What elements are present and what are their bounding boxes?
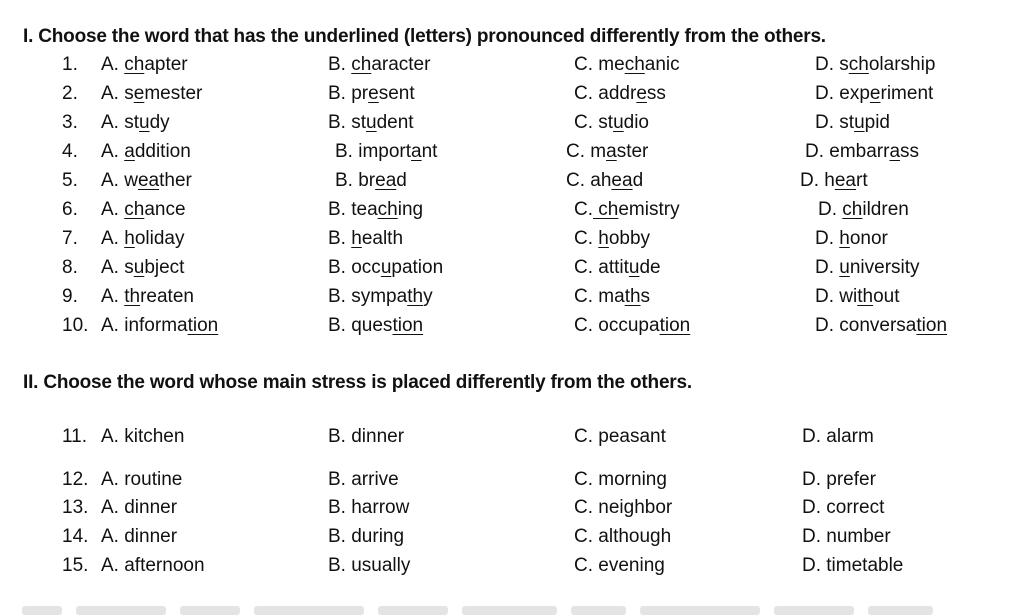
- question-row: [0, 526, 1024, 555]
- option-letter: B.: [328, 83, 352, 104]
- word-end: sent: [378, 83, 415, 104]
- underlined-letters: e: [869, 83, 881, 104]
- word-end: bject: [144, 257, 185, 278]
- option-letter: D.: [815, 54, 840, 75]
- option-d: [815, 112, 890, 134]
- underlined-letters: a: [889, 141, 901, 162]
- word-start: s: [124, 83, 134, 104]
- word-end: rt: [856, 170, 868, 191]
- option-d: D. correct: [802, 497, 885, 518]
- underlined-letters: ea: [834, 170, 856, 191]
- option-letter: D.: [815, 286, 840, 307]
- question-number: 12.: [62, 469, 89, 490]
- option-a: [101, 228, 184, 250]
- option-d: D. alarm: [802, 426, 874, 447]
- word-start: br: [358, 170, 376, 191]
- option-c: [574, 315, 690, 337]
- question-number: 9.: [62, 286, 78, 307]
- option-letter: C.: [574, 286, 599, 307]
- option-b: [328, 54, 430, 76]
- option-letter: B.: [328, 54, 352, 75]
- underlined-letters: ch: [848, 54, 869, 75]
- option-a: [101, 199, 186, 221]
- option-letter: C.: [574, 257, 599, 278]
- word-start: st: [839, 112, 855, 133]
- word-start: st: [124, 112, 140, 133]
- word-end: olarship: [868, 54, 936, 75]
- option-c: [574, 257, 661, 279]
- option-c: [574, 228, 650, 250]
- option-letter: C.: [574, 112, 599, 133]
- question-number: 13.: [62, 497, 89, 518]
- word-start: import: [358, 141, 412, 162]
- word-end: out: [873, 286, 900, 307]
- word-start: informa: [124, 315, 188, 336]
- word-end: emistry: [618, 199, 680, 220]
- underlined-letters: e: [133, 83, 145, 104]
- option-letter: B.: [328, 199, 352, 220]
- word-end: nt: [421, 141, 438, 162]
- word-start: ques: [351, 315, 393, 336]
- option-a: [101, 83, 202, 105]
- question-row: [0, 170, 1024, 199]
- word-start: h: [824, 170, 835, 191]
- underlined-letters: a: [606, 141, 617, 162]
- option-b: [328, 286, 433, 308]
- option-d: [815, 228, 888, 250]
- option-letter: D.: [815, 112, 840, 133]
- option-letter: A.: [101, 228, 125, 249]
- option-d: D. number: [802, 526, 891, 547]
- option-letter: D.: [818, 199, 843, 220]
- underlined-letters: ch: [842, 199, 863, 220]
- underlined-letters: u: [366, 112, 377, 133]
- question-row: [0, 83, 1024, 112]
- option-c: [574, 112, 649, 134]
- option-b: [328, 199, 423, 221]
- question-number: 14.: [62, 526, 89, 547]
- underlined-letters: u: [854, 112, 865, 133]
- word-start: sympa: [351, 286, 408, 307]
- option-letter: D.: [815, 228, 840, 249]
- option-letter: B.: [328, 257, 352, 278]
- word-start: embarr: [829, 141, 890, 162]
- underlined-letters: h: [351, 228, 362, 249]
- word-start: w: [124, 170, 138, 191]
- option-a: A. afternoon: [101, 555, 205, 576]
- option-letter: A.: [101, 83, 125, 104]
- word-end: de: [639, 257, 661, 278]
- word-end: d: [632, 170, 644, 191]
- word-end: dent: [376, 112, 414, 133]
- word-end: aracter: [371, 54, 431, 75]
- question-number: 2.: [62, 83, 78, 104]
- word-start: tea: [351, 199, 378, 220]
- question-row: [0, 315, 1024, 344]
- option-a: [101, 286, 194, 308]
- option-b: B. harrow: [328, 497, 410, 518]
- underlined-letters: ea: [137, 170, 160, 191]
- question-number: 3.: [62, 112, 78, 133]
- option-a: [101, 170, 192, 192]
- option-letter: D.: [800, 170, 825, 191]
- word-end: pid: [864, 112, 890, 133]
- underlined-letters: th: [407, 286, 424, 307]
- word-end: ddition: [134, 141, 191, 162]
- underlined-letters: e: [368, 83, 379, 104]
- underlined-letters: ch: [351, 54, 372, 75]
- word-end: obby: [608, 228, 651, 249]
- word-end: anic: [644, 54, 680, 75]
- word-end: apter: [144, 54, 188, 75]
- underlined-letters: ea: [375, 170, 397, 191]
- option-b: B. dinner: [328, 426, 405, 447]
- question-number: 8.: [62, 257, 78, 278]
- word-end: ing: [397, 199, 424, 220]
- option-b: [328, 315, 423, 337]
- underlined-letters: th: [624, 286, 641, 307]
- option-letter: A.: [101, 257, 125, 278]
- word-start: s: [839, 54, 849, 75]
- word-end: ildren: [862, 199, 909, 220]
- option-letter: C.: [574, 54, 599, 75]
- option-letter: B.: [335, 141, 359, 162]
- word-start: m: [590, 141, 607, 162]
- option-c: [574, 199, 680, 221]
- underlined-letters: th: [124, 286, 141, 307]
- option-b: [328, 257, 443, 279]
- option-letter: C.: [566, 170, 591, 191]
- option-c: [574, 286, 650, 308]
- option-b: B. usually: [328, 555, 411, 576]
- option-letter: B.: [328, 228, 352, 249]
- word-end: riment: [880, 83, 934, 104]
- underlined-letters: u: [628, 257, 640, 278]
- option-d: [800, 170, 868, 192]
- option-letter: A.: [101, 141, 125, 162]
- option-d: D. prefer: [802, 469, 876, 490]
- underlined-letters: ch: [124, 199, 145, 220]
- word-end: oliday: [134, 228, 185, 249]
- option-letter: A.: [101, 315, 125, 336]
- question-number: 1.: [62, 54, 78, 75]
- question-number: 11.: [62, 426, 88, 447]
- word-start: ma: [598, 286, 625, 307]
- option-c: [566, 170, 643, 192]
- word-start: occ: [351, 257, 381, 278]
- option-d: [815, 286, 900, 308]
- option-d: [805, 141, 919, 163]
- word-start: st: [351, 112, 367, 133]
- option-a: A. dinner: [101, 497, 178, 518]
- word-start: occupa: [598, 315, 660, 336]
- question-row: [0, 112, 1024, 141]
- word-end: ss: [900, 141, 920, 162]
- underlined-letters: tion: [392, 315, 424, 336]
- underlined-letters: ea: [611, 170, 633, 191]
- word-end: ance: [144, 199, 186, 220]
- option-letter: A.: [101, 199, 125, 220]
- word-end: ealth: [361, 228, 404, 249]
- option-b: [328, 83, 415, 105]
- option-d: [815, 315, 947, 337]
- option-a: A. routine: [101, 469, 183, 490]
- word-start: st: [598, 112, 614, 133]
- option-letter: B.: [328, 315, 352, 336]
- question-number: 15.: [62, 555, 89, 576]
- option-b: B. during: [328, 526, 405, 547]
- option-c: [574, 83, 666, 105]
- underlined-letters: h: [124, 228, 135, 249]
- word-start: s: [124, 257, 134, 278]
- option-d: [815, 257, 920, 279]
- option-c: [574, 54, 680, 76]
- question-row: [0, 497, 1024, 526]
- question-number: 4.: [62, 141, 78, 162]
- word-start: ah: [590, 170, 612, 191]
- question-number: 5.: [62, 170, 78, 191]
- option-letter: D.: [815, 315, 840, 336]
- underlined-letters: a: [124, 141, 135, 162]
- option-letter: B.: [328, 286, 352, 307]
- word-end: reaten: [140, 286, 194, 307]
- question-row: [0, 555, 1024, 584]
- underlined-letters: u: [380, 257, 392, 278]
- underlined-letters: tion: [187, 315, 219, 336]
- word-start: pr: [351, 83, 369, 104]
- option-letter: B.: [328, 112, 352, 133]
- word-end: niversity: [849, 257, 920, 278]
- underlined-letters: ch: [593, 199, 619, 220]
- word-end: ss: [646, 83, 666, 104]
- question-number: 7.: [62, 228, 78, 249]
- word-start: conversa: [839, 315, 917, 336]
- word-end: s: [640, 286, 651, 307]
- underlined-letters: u: [839, 257, 850, 278]
- word-end: mester: [144, 83, 203, 104]
- question-row: [0, 469, 1024, 498]
- option-d: D. timetable: [802, 555, 904, 576]
- underlined-letters: tion: [659, 315, 691, 336]
- option-d: [815, 54, 935, 76]
- underlined-letters: ch: [124, 54, 145, 75]
- word-start: exp: [839, 83, 870, 104]
- word-end: d: [396, 170, 407, 191]
- option-letter: C.: [574, 199, 593, 220]
- option-a: [101, 54, 188, 76]
- option-a: A. kitchen: [101, 426, 185, 447]
- option-letter: D.: [815, 257, 840, 278]
- option-a: [101, 112, 170, 134]
- underlined-letters: a: [411, 141, 422, 162]
- question-row: [0, 141, 1024, 170]
- question-number: 6.: [62, 199, 78, 220]
- option-letter: C.: [574, 83, 599, 104]
- option-letter: B.: [335, 170, 359, 191]
- option-b: [328, 112, 414, 134]
- option-c: C. morning: [574, 469, 667, 490]
- word-end: dio: [623, 112, 649, 133]
- option-b: [335, 141, 437, 163]
- word-start: me: [598, 54, 625, 75]
- question-row: [0, 426, 1024, 455]
- option-d: [815, 83, 933, 105]
- option-letter: A.: [101, 286, 125, 307]
- question-row: [0, 228, 1024, 257]
- underlined-letters: u: [139, 112, 150, 133]
- option-letter: A.: [101, 54, 125, 75]
- section-2-heading: II. Choose the word whose main stress is placed differently from the others.: [23, 372, 692, 393]
- option-c: C. peasant: [574, 426, 666, 447]
- option-letter: D.: [805, 141, 830, 162]
- option-a: [101, 141, 191, 163]
- option-letter: A.: [101, 170, 125, 191]
- option-c: C. although: [574, 526, 672, 547]
- underlined-letters: u: [613, 112, 624, 133]
- option-c: C. evening: [574, 555, 665, 576]
- underlined-letters: ch: [624, 54, 645, 75]
- underlined-letters: ch: [377, 199, 398, 220]
- option-letter: D.: [815, 83, 840, 104]
- section-1-heading: I. Choose the word that has the underlined (letters) pronounced differently from the others.: [23, 26, 826, 47]
- cut-off-next-section: [22, 600, 1012, 616]
- option-b: B. arrive: [328, 469, 399, 490]
- option-c: C. neighbor: [574, 497, 673, 518]
- option-letter: C.: [574, 228, 599, 249]
- underlined-letters: tion: [916, 315, 948, 336]
- underlined-letters: u: [133, 257, 145, 278]
- option-a: A. dinner: [101, 526, 178, 547]
- option-b: [335, 170, 407, 192]
- question-row: [0, 199, 1024, 228]
- question-number: 10.: [62, 315, 89, 336]
- word-start: wi: [839, 286, 858, 307]
- word-end: y: [423, 286, 433, 307]
- question-row: [0, 286, 1024, 315]
- word-end: dy: [149, 112, 170, 133]
- word-start: attit: [598, 257, 629, 278]
- option-letter: A.: [101, 112, 125, 133]
- word-start: addr: [598, 83, 637, 104]
- underlined-letters: th: [857, 286, 874, 307]
- word-end: ther: [159, 170, 192, 191]
- word-end: pation: [391, 257, 444, 278]
- option-letter: C.: [566, 141, 591, 162]
- option-letter: C.: [574, 315, 599, 336]
- word-end: onor: [849, 228, 888, 249]
- option-a: [101, 257, 184, 279]
- option-b: [328, 228, 403, 250]
- option-a: [101, 315, 218, 337]
- underlined-letters: h: [839, 228, 850, 249]
- question-row: [0, 257, 1024, 286]
- option-c: [566, 141, 648, 163]
- underlined-letters: h: [598, 228, 609, 249]
- word-end: ster: [616, 141, 649, 162]
- underlined-letters: e: [636, 83, 647, 104]
- question-row: [0, 54, 1024, 83]
- option-d: [818, 199, 909, 221]
